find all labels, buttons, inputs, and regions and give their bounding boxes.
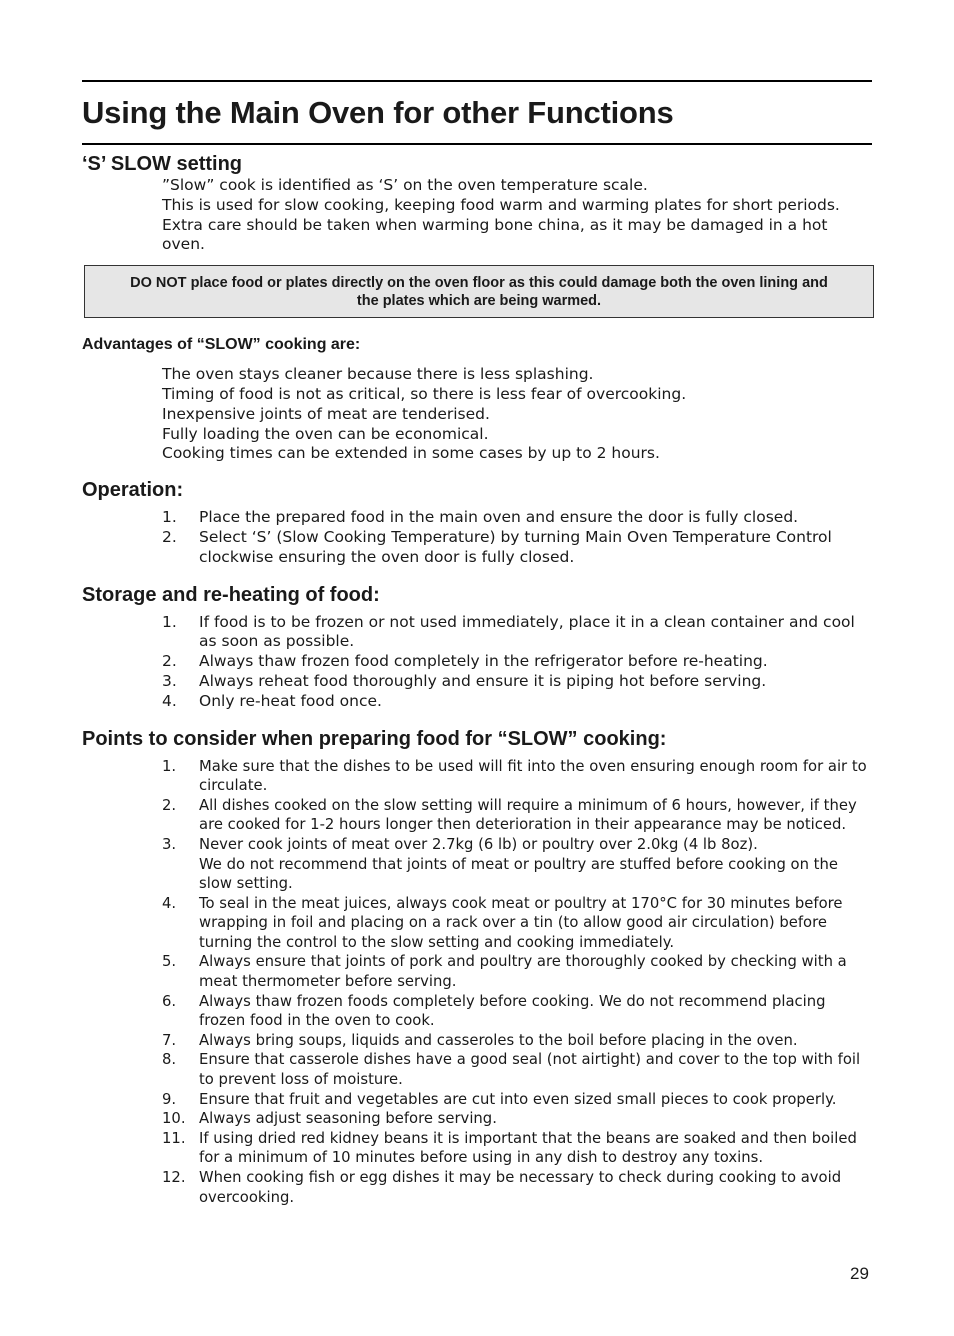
point-text: Ensure that fruit and vegetables are cut into even sized small pieces to cook properly. <box>199 1090 837 1108</box>
point-item <box>162 1050 872 1089</box>
point-item <box>162 1129 872 1168</box>
point-text: Make sure that the dishes to be used will fit into the oven ensuring enough room for air to circulate. <box>199 757 867 795</box>
points-list <box>162 757 872 1208</box>
slow-setting-line: This is used for slow cooking, keeping food warm and warming plates for short periods. Extra care should be taken when warming bone china, as it may be damaged in a hot oven. <box>162 195 840 254</box>
storage-step <box>162 613 872 653</box>
slow-setting-heading: ‘S’ SLOW setting <box>82 153 243 175</box>
point-text: All dishes cooked on the slow setting will require a minimum of 6 hours, however, if they are cooked for 1-2 hours longer then deterioration in their appearance may be noticed. <box>199 796 857 834</box>
step-text: Select ‘S’ (Slow Cooking Temperature) by turning Main Oven Temperature Control clockwise ensuring the oven door is fully closed. <box>199 527 832 566</box>
point-number: 1. <box>162 757 177 775</box>
point-number: 2. <box>162 796 177 814</box>
storage-step <box>162 652 872 672</box>
point-text: Always bring soups, liquids and casseroles to the boil before placing in the oven. <box>199 1031 798 1049</box>
operation-list <box>162 508 872 567</box>
point-text: Always ensure that joints of pork and poultry are thoroughly cooked by checking with a meat thermometer before serving. <box>199 953 847 991</box>
point-item <box>162 1090 872 1110</box>
point-item <box>162 992 872 1031</box>
operation-heading: Operation: <box>82 479 184 502</box>
point-number: 5. <box>162 953 177 971</box>
operation-step <box>162 528 872 568</box>
manual-page <box>82 80 872 1207</box>
step-text: If food is to be frozen or not used immediately, place it in a clean container and cool as soon as possible. <box>199 612 855 651</box>
step-number: 4. <box>162 691 177 710</box>
title-rule <box>82 143 872 145</box>
top-rule <box>82 80 872 82</box>
point-number: 6. <box>162 992 177 1010</box>
operation-step <box>162 508 872 528</box>
advantage-item: The oven stays cleaner because there is less splashing. <box>162 365 594 384</box>
point-number: 12. <box>162 1169 186 1187</box>
point-number: 3. <box>162 835 177 853</box>
point-item <box>162 1031 872 1051</box>
point-number: 10. <box>162 1110 186 1128</box>
storage-step <box>162 672 872 692</box>
step-number: 1. <box>162 612 177 631</box>
point-text: If using dried red kidney beans it is important that the beans are soaked and then boiled for a minimum of 10 minutes before using in any dish to destroy any toxins. <box>199 1129 857 1167</box>
point-number: 8. <box>162 1051 177 1069</box>
step-number: 2. <box>162 527 177 546</box>
page-number: 29 <box>850 1264 869 1283</box>
slow-setting-description <box>162 176 872 255</box>
step-number: 1. <box>162 508 177 527</box>
warning-box: DO NOT place food or plates directly on the oven floor as this could damage both the oven lining and the plates which are being warmed. <box>84 265 874 318</box>
advantage-item: Inexpensive joints of meat are tenderised. <box>162 404 490 423</box>
page-title: Using the Main Oven for other Functions <box>82 95 674 130</box>
advantage-item: Cooking times can be extended in some cases by up to 2 hours. <box>162 444 660 463</box>
point-text-continued: We do not recommend that joints of meat or poultry are stuffed before cooking on the slow setting. <box>199 855 838 893</box>
point-item <box>162 796 872 835</box>
point-number: 7. <box>162 1031 177 1049</box>
step-text: Place the prepared food in the main oven and ensure the door is fully closed. <box>199 508 799 527</box>
advantage-item: Timing of food is not as critical, so there is less fear of overcooking. <box>162 384 687 403</box>
point-item <box>162 835 872 894</box>
step-number: 3. <box>162 671 177 690</box>
advantage-item: Fully loading the oven can be economical. <box>162 424 489 443</box>
storage-list <box>162 613 872 712</box>
point-item <box>162 757 872 796</box>
point-text: Always thaw frozen foods completely before cooking. We do not recommend placing frozen food in the oven to cook. <box>199 992 826 1030</box>
point-item <box>162 952 872 991</box>
storage-step <box>162 692 872 712</box>
point-item <box>162 894 872 953</box>
slow-setting-line: ”Slow” cook is identified as ‘S’ on the oven temperature scale. <box>162 176 648 194</box>
step-number: 2. <box>162 652 177 671</box>
point-text: To seal in the meat juices, always cook meat or poultry at 170°C for 30 minutes before wrapping in foil and placing on a rack over a tin (to allow good air circulation) before turning the control to the slow setting and cooking immediately. <box>199 894 843 951</box>
point-number: 4. <box>162 894 177 912</box>
point-number: 9. <box>162 1090 177 1108</box>
step-text: Always thaw frozen food completely in the refrigerator before re-heating. <box>199 652 768 671</box>
point-item <box>162 1168 872 1207</box>
step-text: Always reheat food thoroughly and ensure it is piping hot before serving. <box>199 671 767 690</box>
point-text: Never cook joints of meat over 2.7kg (6 lb) or poultry over 2.0kg (4 lb 8oz). <box>199 835 758 853</box>
advantages-list <box>162 365 872 464</box>
points-heading: Points to consider when preparing food for “SLOW” cooking: <box>82 727 667 750</box>
advantages-heading: Advantages of “SLOW” cooking are: <box>82 336 361 354</box>
storage-heading: Storage and re-heating of food: <box>82 583 380 606</box>
point-item <box>162 1109 872 1129</box>
step-text: Only re-heat food once. <box>199 691 382 710</box>
point-number: 11. <box>162 1129 186 1147</box>
point-text: Ensure that casserole dishes have a good seal (not airtight) and cover to the top with foil to prevent loss of moisture. <box>199 1051 861 1089</box>
point-text: Always adjust seasoning before serving. <box>199 1110 497 1128</box>
point-text: When cooking fish or egg dishes it may be necessary to check during cooking to avoid overcooking. <box>199 1169 842 1206</box>
